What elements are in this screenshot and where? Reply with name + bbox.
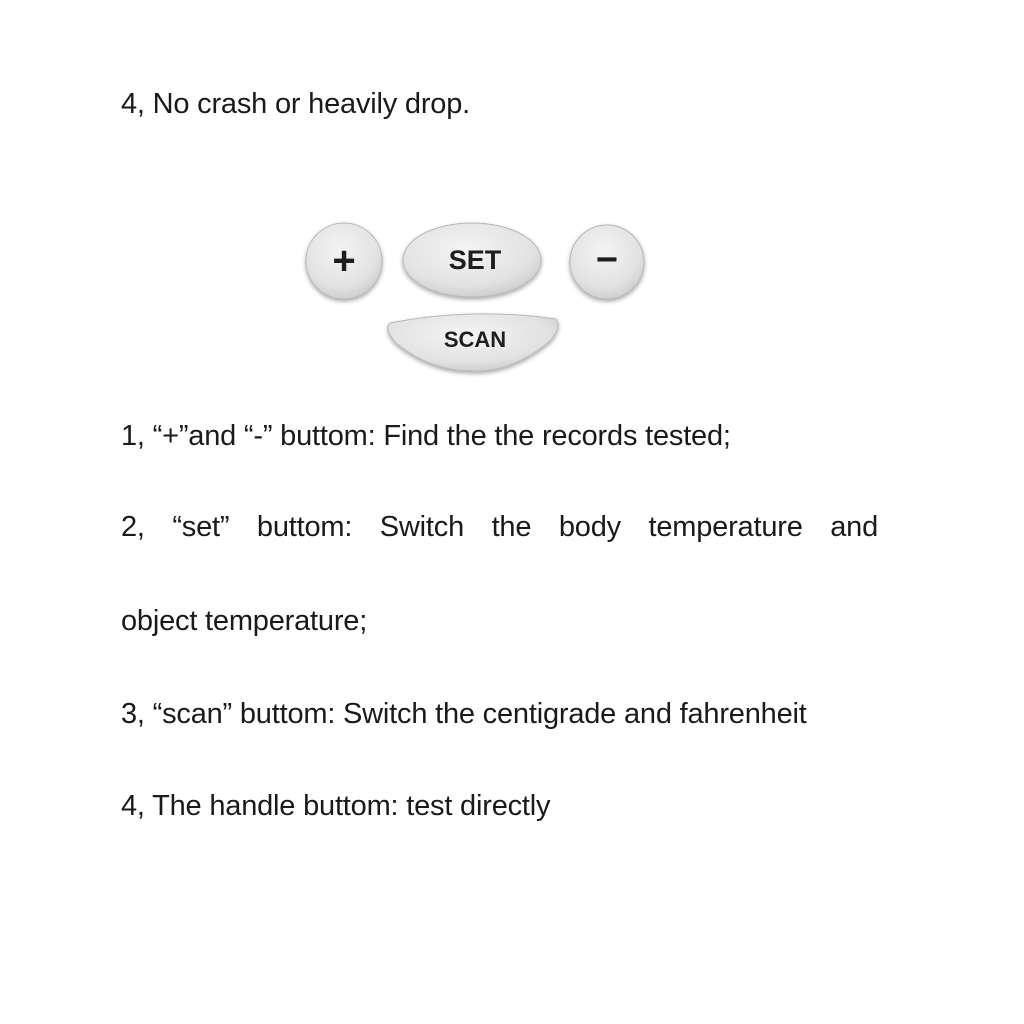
instruction-line-1: 1, “+”and “-” buttom: Find the the records tested; (121, 420, 731, 452)
instruction-line-4: 4, The handle buttom: test directly (121, 790, 551, 822)
plus-key (306, 223, 382, 299)
warning-text: 4, No crash or heavily drop. (121, 88, 471, 120)
set-key (403, 223, 541, 297)
keypad-illustration (300, 215, 660, 385)
scan-key (388, 314, 558, 371)
minus-key-label: − (595, 239, 619, 281)
instruction-line-2a: 2, “set” buttom: Switch the body temperature and (121, 511, 878, 543)
instruction-line-3: 3, “scan” buttom: Switch the centigrade and fahrenheit (121, 698, 807, 730)
scan-key-label: SCAN (443, 327, 507, 352)
minus-key (570, 225, 644, 299)
instruction-line-2b: object temperature; (121, 605, 368, 637)
set-key-label: SET (448, 245, 502, 275)
plus-key-label: + (332, 239, 356, 283)
